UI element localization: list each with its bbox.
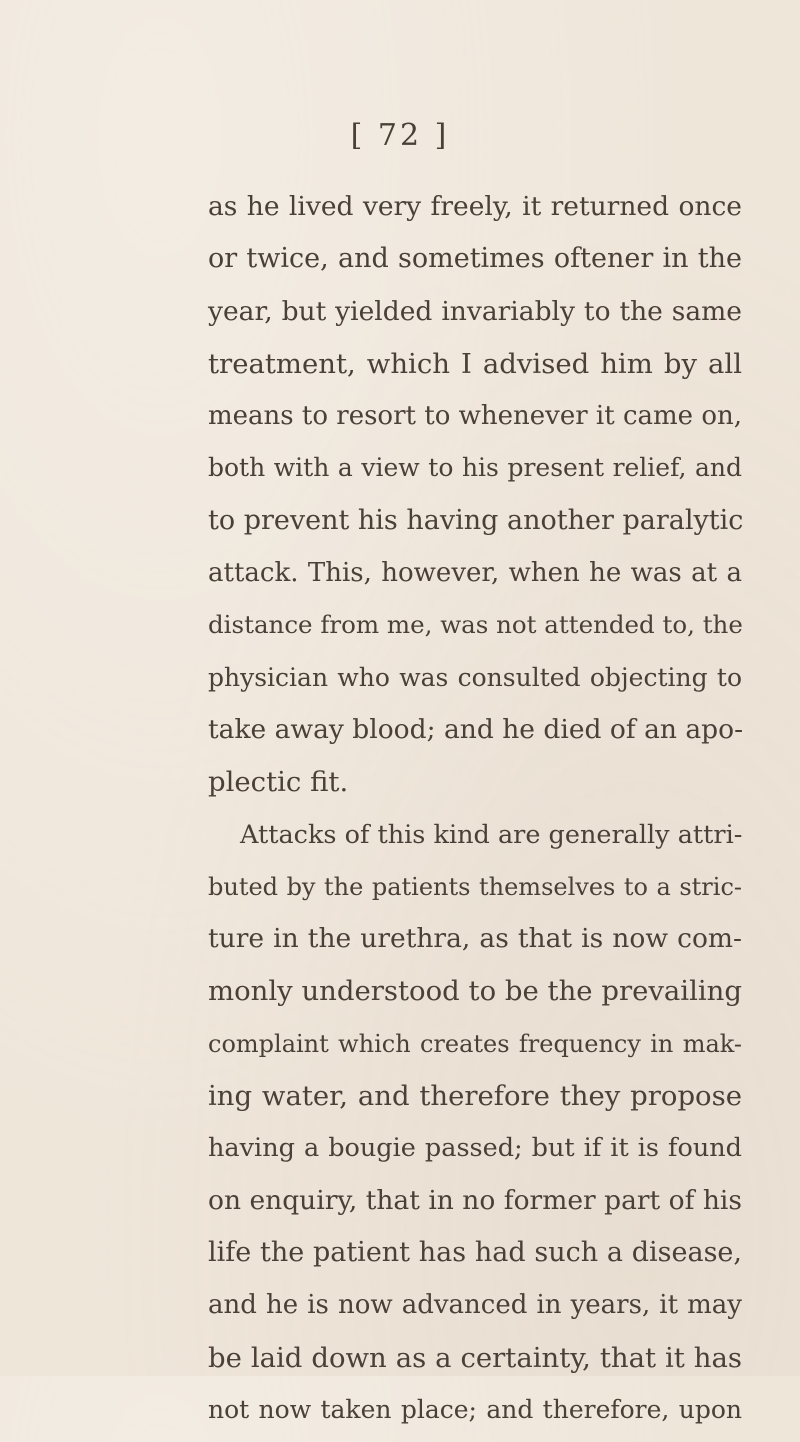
text-line: to prevent his having another paralytic (208, 504, 744, 536)
body-text (208, 187, 742, 1442)
text-line: year, but yielded invariably to the same (208, 295, 742, 327)
text-line: and he is now advanced in years, it may (208, 1290, 742, 1321)
text-line: both with a view to his present relief, and (208, 453, 742, 483)
text-line: ture in the urethra, as that is now com- (208, 923, 742, 955)
text-line: having a bougie passed; but if it is found (208, 1133, 742, 1164)
text-line: on enquiry, that in no former part of his (208, 1184, 742, 1216)
text-line: as he lived very freely, it returned once (208, 191, 742, 222)
text-line: physician who was consulted objecting to (208, 662, 742, 692)
text-line: means to resort to whenever it came on, (208, 401, 742, 432)
text-line: treatment, which I advised him by all (208, 347, 742, 380)
text-line: attack. This, however, when he was at a (208, 558, 742, 589)
text-line: complaint which creates frequency in mak- (208, 1029, 742, 1058)
text-line: not now taken place; and therefore, upon (208, 1394, 742, 1424)
text-line: take away blood; and he died of an apo- (208, 713, 744, 745)
text-line: life the patient has had such a disease, (208, 1236, 742, 1268)
page-number: [ 72 ] (350, 118, 450, 153)
text-line: monly understood to be the prevailing (208, 975, 742, 1008)
text-line: buted by the patients themselves to a stric- (208, 872, 742, 901)
text-line: ing water, and therefore they propose (208, 1080, 742, 1113)
paragraph-end-line: plectic fit. (208, 766, 349, 799)
text-line: be laid down as a certainty, that it has (208, 1341, 742, 1374)
paragraph-start-line: Attacks of this kind are generally attri- (240, 819, 743, 850)
text-line: distance from me, was not attended to, the (208, 610, 743, 640)
text-line: or twice, and sometimes oftener in the (208, 243, 742, 275)
